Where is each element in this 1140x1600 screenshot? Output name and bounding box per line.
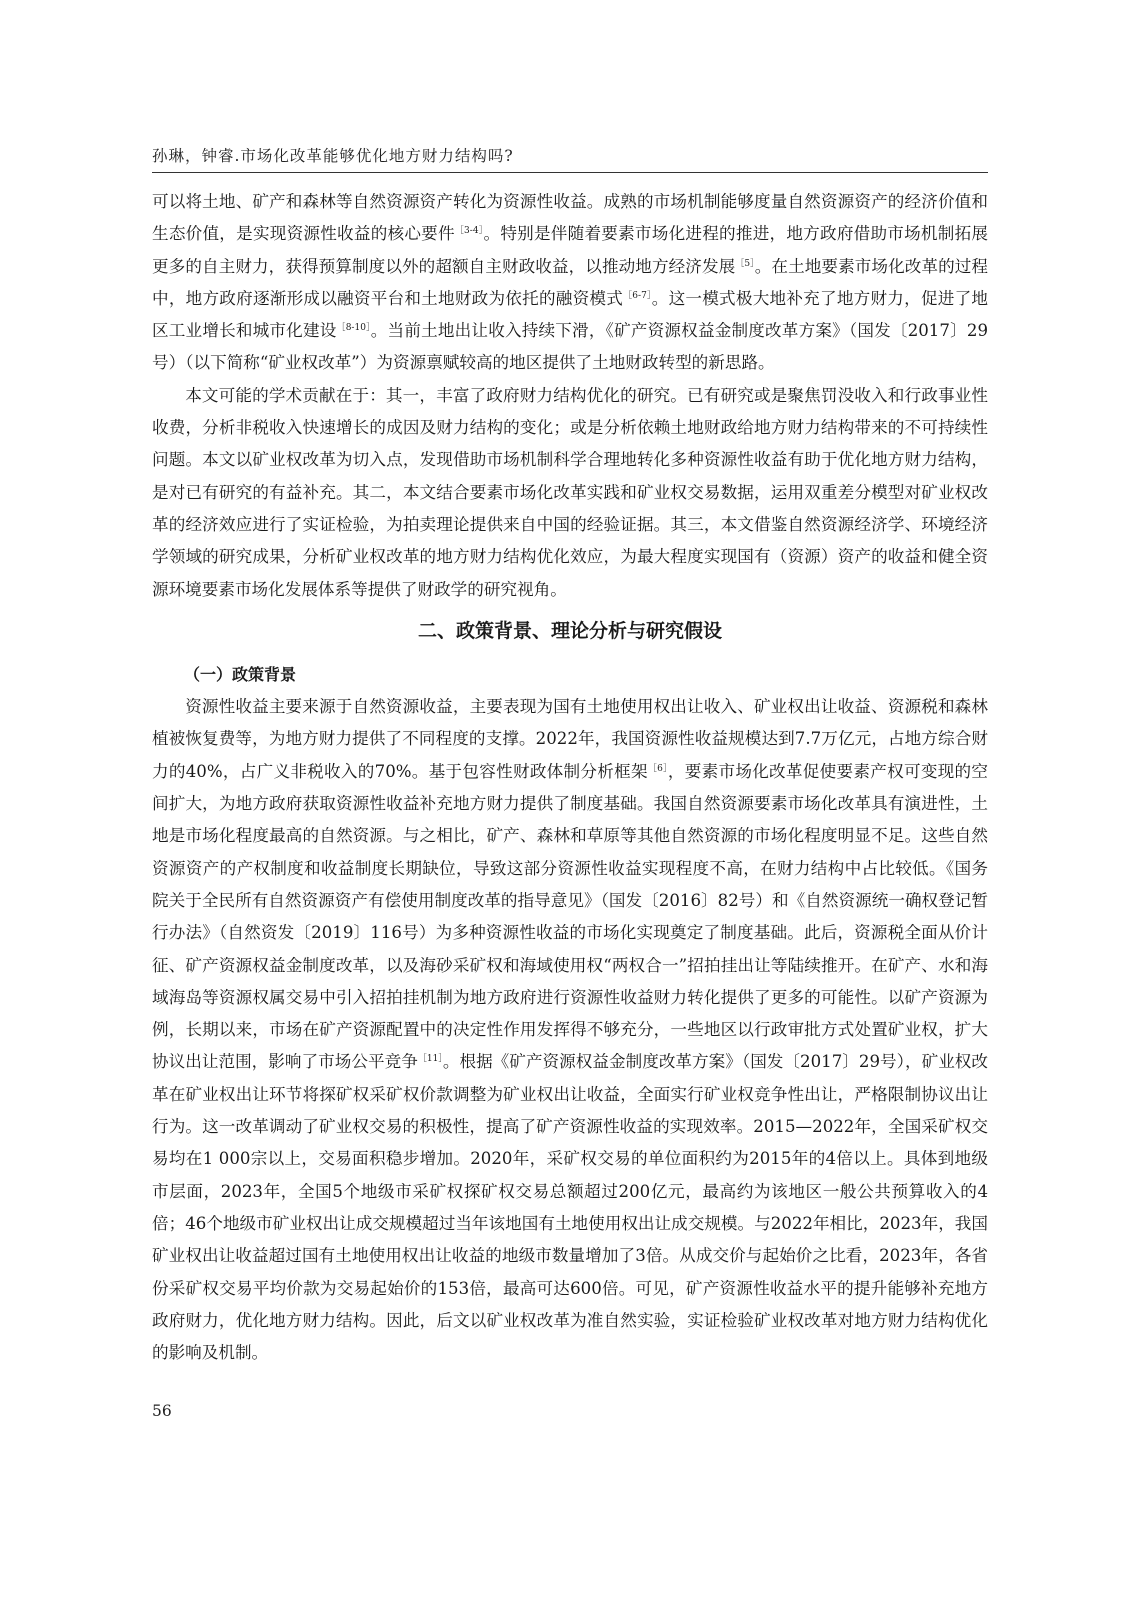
page-number: 56: [152, 1402, 172, 1420]
text-run: 可以将土地、矿产和森林等自然资源资产转化为资源性收益。成熟的市场机制能够度量自然资源资产的经济价值和生态价值，是实现资源性收益的核心要件: [152, 192, 988, 244]
section-heading: 二、政策背景、理论分析与研究假设: [417, 619, 722, 642]
text-run: 。根据《矿产资源权益金制度改革方案》（国发〔2017〕29号），矿业权改革在矿业权出让环节将探矿权采矿权价款调整为矿业权出让收益，全面实行矿业权竞争性出让，严格限制协议出让行为。这一改革调动了矿业权交易的积极性，提高了矿产资源性收益的实现效率。2015—2022年，全国采矿权交易均在1 000宗以上，交易面积稳步增加。2020年，采矿权交易的单位面积约为2015年的4倍以上。具体到地级市层面，2023年，全国5个地级市采矿权探矿权交易总额超过200亿元，最高约为该地区一般公共预算收入的4倍；46个地级市矿业权出让成交规模超过当年该地国有土地使用权出让成交规模。与2022年相比，2023年，我国矿业权出让收益超过国有土地使用权出让收益的地级市数量增加了3倍。从成交价与起始价之比看，2023年，各省份采矿权交易平均价款为交易起始价的153倍，最高可达600倍。可见，矿产资源性收益水平的提升能够补充地方政府财力，优化地方财力结构。因此，后文以矿业权改革为准自然实验，实证检验矿业权改革对地方财力结构优化的影响及机制。: [152, 1052, 989, 1363]
text-run: 。当前土地出让收入持续下滑，《矿产资源权益金制度改革方案》（国发〔2017〕29号）（以下简称“矿业权改革”）为资源禀赋较高的地区提供了土地财政转型的新思路。: [152, 321, 988, 373]
paragraph-policy-background: [152, 691, 988, 1369]
citation-marker: ［5］: [735, 258, 755, 269]
citation-marker: ［6］: [647, 763, 668, 774]
article-body: [152, 186, 988, 1369]
subsection-heading: （一）政策背景: [184, 664, 297, 684]
citation-marker: ［3-4］: [454, 226, 484, 237]
citation-marker: ［6-7］: [623, 290, 652, 301]
text-run: 资源性收益主要来源于自然资源收益，主要表现为国有土地使用权出让收入、矿业权出让收益、资源税和森林植被恢复费等，为地方财力提供了不同程度的支撑。2022年，我国资源性收益规模达到7.7万亿元，占地方综合财力的40%，占广义非税收入的70%。基于包容性财政体制分析框架: [152, 697, 988, 781]
paragraph-contribution: 本文可能的学术贡献在于：其一，丰富了政府财力结构优化的研究。已有研究或是聚焦罚没收入和行政事业性收费，分析非税收入快速增长的成因及财力结构的变化；或是分析依赖土地财政给地方财力结构带来的不可持续性问题。本文以矿业权改革为切入点，发现借助市场机制科学合理地转化多种资源性收益有助于优化地方财力结构，是对已有研究的有益补充。其二，本文结合要素市场化改革实践和矿业权交易数据，运用双重差分模型对矿业权改革的经济效应进行了实证检验，为拍卖理论提供来自中国的经验证据。其三，本文借鉴自然资源经济学、环境经济学领域的研究成果，分析矿业权改革的地方财力结构优化效应，为最大程度实现国有（资源）资产的收益和健全资源环境要素市场化发展体系等提供了财政学的研究视角。: [152, 385, 988, 599]
text-run: ，要素市场化改革促使要素产权可变现的空间扩大，为地方政府获取资源性收益补充地方财力提供了制度基础。我国自然资源要素市场化改革具有演进性，土地是市场化程度最高的自然资源。与之相比，矿产、森林和草原等其他自然资源的市场化程度明显不足。这些自然资源资产的产权制度和收益制度长期缺位，导致这部分资源性收益实现程度不高，在财力结构中占比较低。《国务院关于全民所有自然资源资产有偿使用制度改革的指导意见》（国发〔2016〕82号）和《自然资源统一确权登记暂行办法》（自然资发〔2019〕116号）为多种资源性收益的市场化实现奠定了制度基础。此后，资源税全面从价计征、矿产资源权益金制度改革，以及海砂采矿权和海域使用权“两权合一”招拍挂出让等陆续推开。在矿产、水和海域海岛等资源权属交易中引入招拍挂机制为地方政府进行资源性收益财力转化提供了更多的可能性。以矿产资源为例，长期以来，市场在矿产资源配置中的决定性作用发挥得不够充分，一些地区以行政审批方式处置矿业权，扩大协议出让范围，影响了市场公平竞争: [152, 761, 988, 1072]
citation-marker: ［8-10］: [336, 323, 371, 334]
paragraph-intro-continued: [152, 186, 988, 380]
text-run: 。特别是伴随着要素市场化进程的推进，地方政府借助市场机制拓展更多的自主财力，获得预算制度以外的超额自主财政收益，以推动地方经济发展: [152, 224, 988, 276]
citation-marker: ［11］: [417, 1054, 443, 1065]
text-run: 。这一模式极大地补充了地方财力，促进了地区工业增长和城市化建设: [152, 288, 989, 341]
running-header: 孙琳，钟睿.市场化改革能够优化地方财力结构吗?: [152, 147, 514, 165]
header-rule: [152, 172, 988, 173]
text-run: 。在土地要素市场化改革的过程中，地方政府逐渐形成以融资平台和土地财政为依托的融资模式: [152, 256, 989, 308]
